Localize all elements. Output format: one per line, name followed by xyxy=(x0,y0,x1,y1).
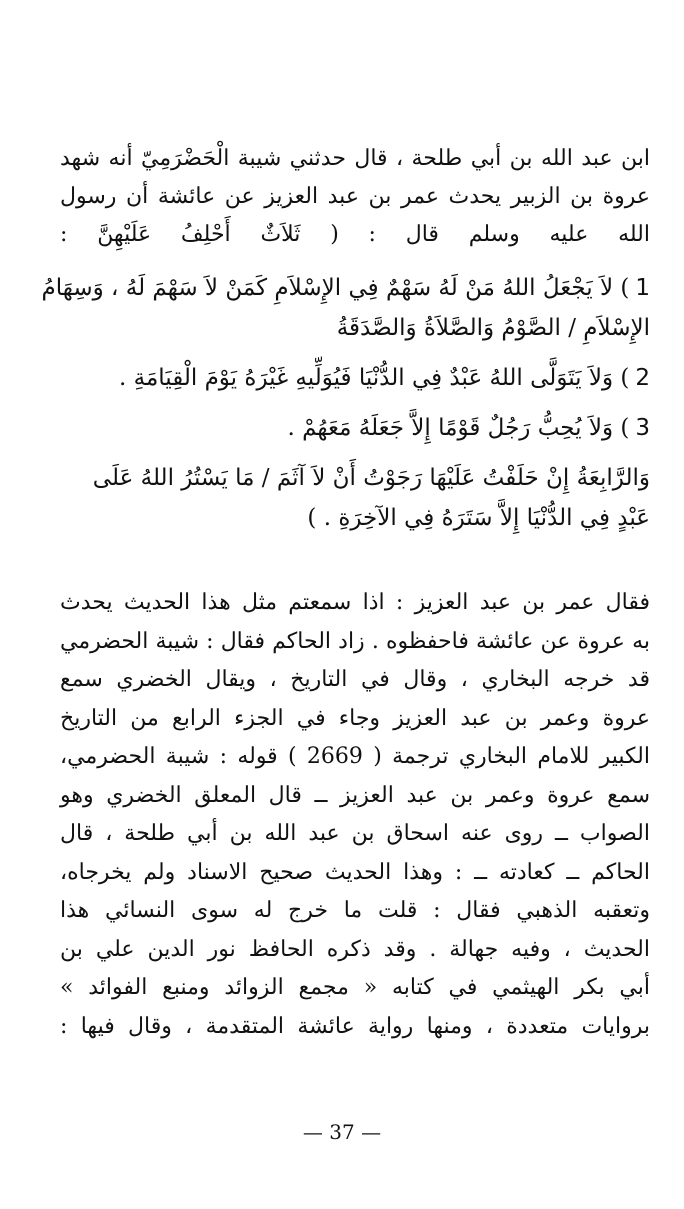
intro-line-1: ابن عبد الله بن أبي طلحة ، قال حدثني شيبة الْحَضْرَمِيّ أنه شهد xyxy=(60,146,650,171)
body-line: الصواب ــ روى عنه اسحاق بن عبد الله بن أبي طلحة ، قال xyxy=(60,821,650,846)
commentary-paragraph xyxy=(60,584,650,1046)
body-line: عروة وعمر بن عبد العزيز وجاء في الجزء الرابع من التاريخ xyxy=(60,705,650,731)
body-line: فقال عمر بن عبد العزيز : اذا سمعتم مثل هذا الحديث يحدث xyxy=(60,590,650,615)
body-line: سمع عروة وعمر بن عبد العزيز ــ قال المعلق الخضري وهو xyxy=(60,782,650,808)
hadith-number: 1 xyxy=(635,275,650,301)
body-line: الحاكم ــ كعادته ــ : وهذا الحديث صحيح الاسناد ولم يخرجاه، xyxy=(60,859,650,885)
hadith-item-1 xyxy=(41,268,650,348)
intro-line-2: عروة بن الزبير يحدث عمر بن عبد العزيز عن عائشة أن رسول xyxy=(60,184,650,209)
hadith-fourth-line-1: وَالرَّابِعَةُ إِنْ حَلَفْتُ عَلَيْهَا رَجَوْتُ أَنْ لاَ آثَمَ / مَا يَسْتُرُ اللهُ عَلَى xyxy=(92,465,650,491)
body-line: الحديث ، وفيه جهالة . وقد ذكره الحافظ نور الدين علي بن xyxy=(60,936,650,962)
hadith-text-line: الإِسْلاَمِ / الصَّوْمُ وَالصَّلاَةُ وَالصَّدَقَةُ xyxy=(336,315,650,341)
hadith-item-3 xyxy=(60,408,650,448)
hadith-number: 2 xyxy=(635,365,650,391)
hadith-text-line: ) لاَ يَجْعَلُ اللهُ مَنْ لَهُ سَهْمٌ فِي الإِسْلاَمِ كَمَنْ لاَ سَهْمَ لَهُ ، وَسِهَامُ xyxy=(41,275,630,301)
hadith-item-2 xyxy=(60,358,650,398)
body-line: به عروة عن عائشة فاحفظوه . زاد الحاكم فقال : شيبة الحضرمي xyxy=(60,628,650,654)
body-line: أبي بكر الهيثمي في كتابه « مجمع الزوائد ومنبع الفوائد » xyxy=(60,975,650,1000)
intro-line-3: الله عليه وسلم قال : ( ثَلاَثٌ أَحْلِفُ عَلَيْهِنَّ : xyxy=(60,222,650,247)
hadith-number: 3 xyxy=(635,415,650,441)
page-number: — 37 — xyxy=(302,1120,382,1144)
intro-paragraph xyxy=(60,140,650,254)
body-line: وتعقبه الذهبي فقال : قلت ما خرج له سوى النسائي هذا xyxy=(60,898,650,923)
hadith-fourth-line-2: عَبْدٍ فِي الدُّنْيَا إِلاَّ سَتَرَهُ فِي الآخِرَةِ . ) xyxy=(307,505,650,531)
hadith-text-line: ) وَلاَ يُحِبُّ رَجُلٌ قَوْمًا إِلاَّ جَعَلَهُ مَعَهُمْ . xyxy=(287,415,630,441)
body-line: بروايات متعددة ، ومنها رواية عائشة المتقدمة ، وقال فيها : xyxy=(60,1013,650,1039)
hadith-text-line: ) وَلاَ يَتَوَلَّى اللهُ عَبْدٌ فِي الدُّنْيَا فَيُوَلِّيهِ غَيْرَهُ يَوْمَ الْقِيَامَةِ . xyxy=(119,365,630,391)
hadith-fourth xyxy=(60,458,650,538)
body-line: الكبير للامام البخاري ترجمة ( 2669 ) قوله : شيبة الحضرمي، xyxy=(60,744,650,769)
body-line: قد خرجه البخاري ، وقال في التاريخ ، ويقال الخضري سمع xyxy=(60,667,650,692)
page-content xyxy=(41,140,650,1046)
